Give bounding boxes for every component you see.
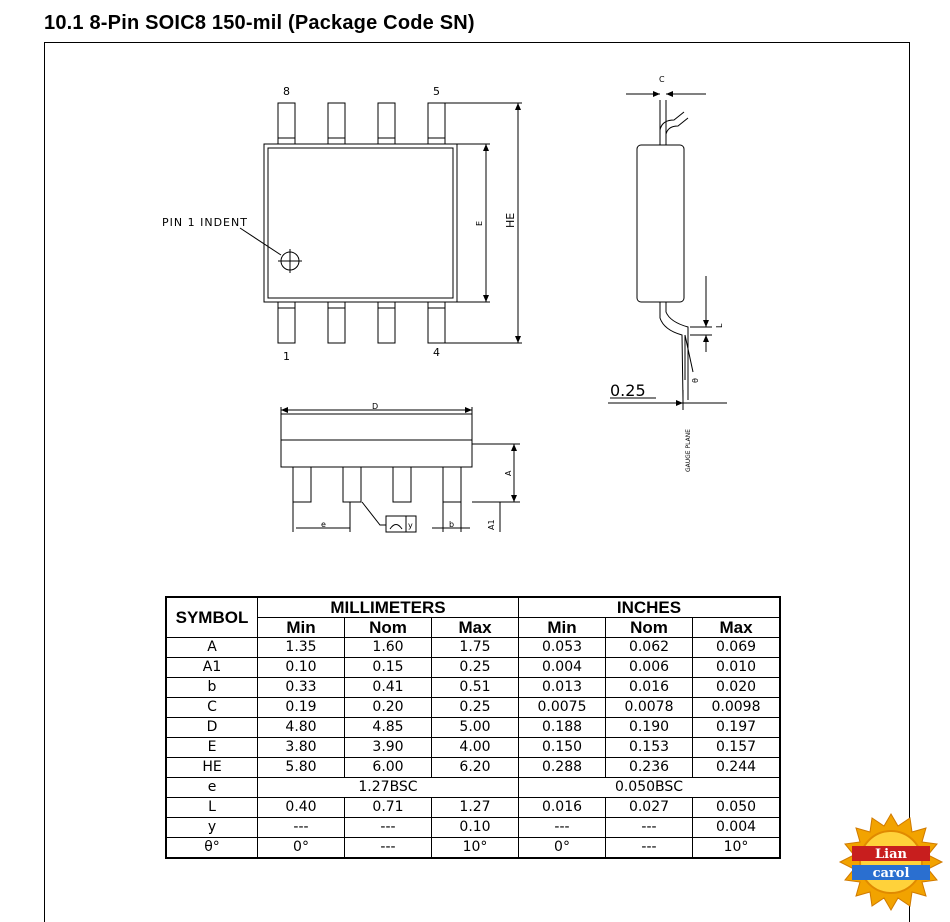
logo-text-carol: carol	[872, 866, 910, 881]
section-title: 10.1 8-Pin SOIC8 150-mil (Package Code SN)	[44, 12, 475, 34]
dim-label-HE: HE	[504, 212, 517, 228]
table-row: C 0.19 0.20 0.25 0.0075 0.0078 0.0098	[166, 698, 780, 718]
symbol-header: SYMBOL	[166, 597, 258, 638]
dim-label-025: 0.25	[610, 381, 646, 400]
dim-label-b: b	[449, 520, 455, 529]
pin-label-8: 8	[283, 85, 290, 98]
in-nom-header: Nom	[606, 618, 693, 638]
table-row: A 1.35 1.60 1.75 0.053 0.062 0.069	[166, 638, 780, 658]
in-max-header: Max	[693, 618, 781, 638]
dim-label-D: D	[372, 402, 379, 411]
millimeters-header: MILLIMETERS	[258, 597, 519, 618]
mm-nom-header: Nom	[345, 618, 432, 638]
table-row: D 4.80 4.85 5.00 0.188 0.190 0.197	[166, 718, 780, 738]
table-row: y --- --- 0.10 --- --- 0.004	[166, 818, 780, 838]
dim-label-y: y	[408, 521, 413, 530]
pin1-indent-label: PIN 1 INDENT	[162, 216, 248, 229]
dim-label-theta: θ	[691, 378, 700, 383]
dim-label-E: E	[475, 220, 484, 226]
pin-label-4: 4	[433, 346, 440, 359]
pin-label-1: 1	[283, 350, 290, 363]
in-min-header: Min	[519, 618, 606, 638]
dimensions-table	[165, 596, 781, 859]
dim-label-A1: A1	[487, 519, 496, 530]
dim-label-C: C	[659, 75, 665, 84]
table-row: θ° 0° --- 10° 0° --- 10°	[166, 838, 780, 859]
gauge-plane-label: GAUGE PLANE	[685, 429, 692, 472]
lian-carol-logo	[838, 812, 944, 912]
pin-label-5: 5	[433, 85, 440, 98]
end-view-body	[637, 145, 684, 302]
table-row: A1 0.10 0.15 0.25 0.004 0.006 0.010	[166, 658, 780, 678]
table-row: e 1.27BSC 0.050BSC	[166, 778, 780, 798]
table-row: E 3.80 3.90 4.00 0.150 0.153 0.157	[166, 738, 780, 758]
mm-max-header: Max	[432, 618, 519, 638]
table-row: HE 5.80 6.00 6.20 0.288 0.236 0.244	[166, 758, 780, 778]
dim-label-L: L	[715, 323, 724, 328]
dim-label-A: A	[504, 470, 513, 476]
logo-text-lian: Lian	[875, 847, 907, 862]
table-row: L 0.40 0.71 1.27 0.016 0.027 0.050	[166, 798, 780, 818]
mm-min-header: Min	[258, 618, 345, 638]
table-row: b 0.33 0.41 0.51 0.013 0.016 0.020	[166, 678, 780, 698]
dim-label-e: e	[321, 520, 326, 529]
top-view-body	[264, 144, 457, 302]
inches-header: INCHES	[519, 597, 781, 618]
